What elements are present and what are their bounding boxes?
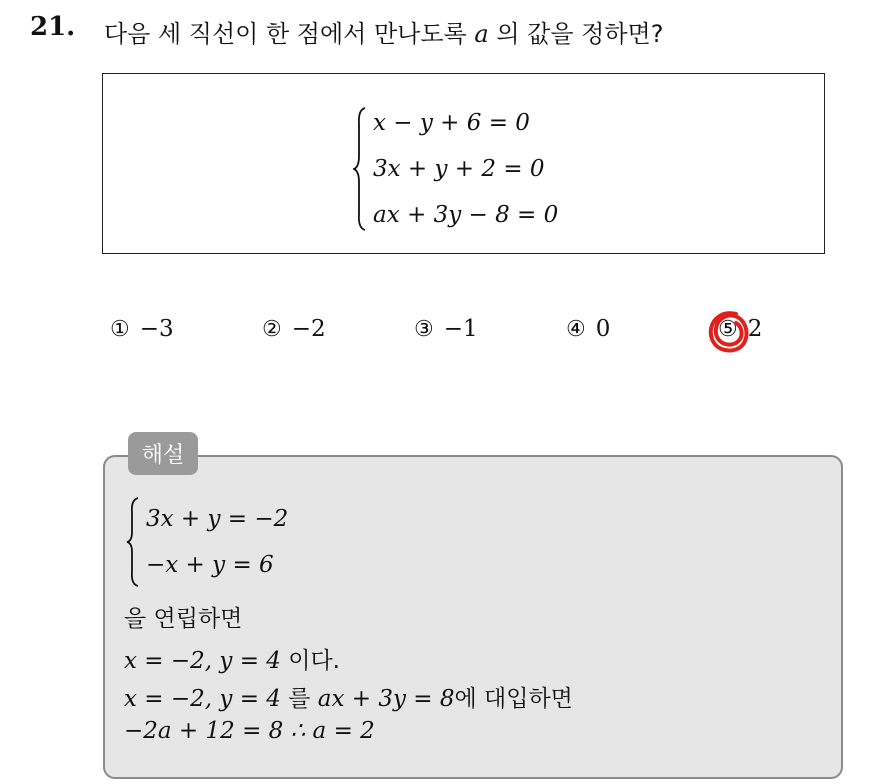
choice-1-number: ① xyxy=(110,316,130,342)
solution-line-1-text: 을 연립하면 xyxy=(124,606,243,632)
solution-left-brace-icon xyxy=(126,496,140,588)
choice-3-value: −1 xyxy=(443,316,478,342)
solution-line-3 xyxy=(124,680,573,713)
choice-4[interactable] xyxy=(566,316,610,342)
choice-1-value: −3 xyxy=(139,316,174,342)
question-text-after: 의 값을 정하면? xyxy=(496,20,664,48)
choice-4-number: ④ xyxy=(566,316,586,342)
solution-line-2-text: 이다. xyxy=(288,648,340,674)
solution-line-3-math2: ax + 3y = 8 xyxy=(317,686,455,712)
left-brace-icon xyxy=(353,106,367,232)
solution-line-3-text: 에 대입하면 xyxy=(454,686,573,712)
choice-2[interactable] xyxy=(262,316,326,342)
equation-system xyxy=(353,100,558,238)
choice-3[interactable] xyxy=(414,316,478,342)
solution-line-2 xyxy=(124,642,340,675)
solution-equation-2: −x + y = 6 xyxy=(146,552,274,578)
solution-line-2-math: x = −2, y = 4 xyxy=(124,648,281,674)
answer-circle-mark-icon xyxy=(706,308,752,356)
choice-2-number: ② xyxy=(262,316,282,342)
choice-2-value: −2 xyxy=(291,316,326,342)
question-text xyxy=(104,14,663,49)
equation-line-3: ax + 3y − 8 = 0 xyxy=(373,202,559,228)
solution-equation-1: 3x + y = −2 xyxy=(146,506,289,532)
choice-3-number: ③ xyxy=(414,316,434,342)
choice-4-value: 0 xyxy=(595,316,611,342)
solution-line-4 xyxy=(124,718,375,744)
solution-line-4-math: −2a + 12 = 8 ∴ a = 2 xyxy=(124,718,375,744)
equation-line-2: 3x + y + 2 = 0 xyxy=(373,156,545,182)
choice-1[interactable] xyxy=(110,316,174,342)
question-variable: a xyxy=(474,20,489,48)
equation-line-1: x − y + 6 = 0 xyxy=(373,110,530,136)
choice-5-number: ⑤ xyxy=(718,316,738,342)
question-number: 21. xyxy=(30,12,76,42)
choice-5-value: 2 xyxy=(747,316,763,342)
solution-system xyxy=(126,496,288,588)
solution-line-3-mid: 를 xyxy=(288,686,311,712)
question-text-before: 다음 세 직선이 한 점에서 만나도록 xyxy=(104,20,467,48)
solution-tab-label: 해설 xyxy=(128,432,198,475)
solution-line-1 xyxy=(124,600,242,633)
solution-line-3-math: x = −2, y = 4 xyxy=(124,686,281,712)
